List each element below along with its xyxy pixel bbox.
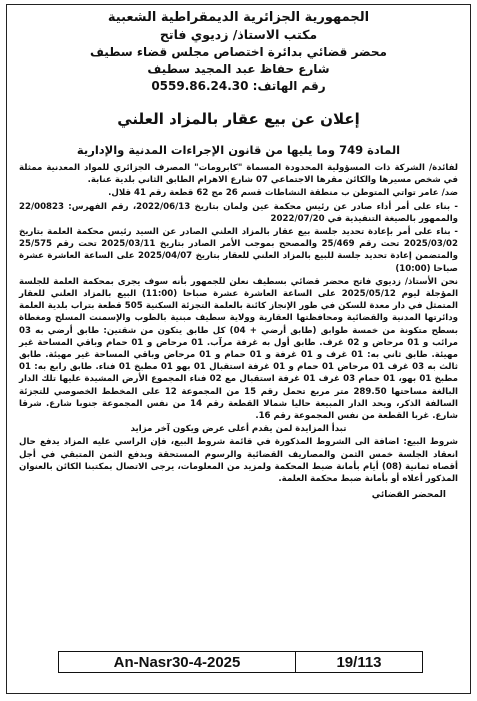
notice-frame: [6, 4, 471, 694]
office-address: شارع حفاظ عبد المجيد سطيف: [147, 62, 330, 76]
signature: المحضر القضائي: [371, 490, 446, 501]
phone-line: [7, 78, 470, 95]
paragraph-payment-order: - بناء على أمر أداء صادر عن رئيس محكمة عين ولمان بتاريخ 2022/06/13، رقم الفهرس: 22/00823 والممهور بالصيغة التنفيذية في 2022/07/20: [19, 201, 458, 224]
legal-article: المادة 749 وما يليها من قانون الإجراءات المدنية والإدارية: [76, 143, 401, 157]
letterhead: [7, 5, 470, 95]
publication-footer: [58, 651, 423, 673]
notice-body: [7, 158, 470, 501]
auction-note: تبدأ المزايدة لمن يقدم أعلى عرض ويكون آخر مزايد: [130, 424, 347, 435]
paragraph-conditions: شروط البيع: اضافة الى الشروط المذكورة في قائمة شروط البيع، فإن الراسي عليه المزاد يدفع حال انعقاد الجلسة خمس الثمن والمصاريف القضائية والرسوم المستحقة ويدفع الثمن المتبقي في أجل أقصاه ثمانية (08) أيام بأمانة ضبط المحكمة ولمزيد من المعلومات، يرجى الاتصال بمكتبنا الكائن بالعنوان المذكور أعلاه أو بأمانة ضبط محكمة العلمة.: [19, 437, 458, 485]
office-name: مكتب الاستاذ/ زديوي فاتح: [159, 27, 318, 42]
notice-title: إعلان عن بيع عقار بالمزاد العلني: [117, 110, 360, 128]
bailiff-title: محضر قضائي بدائرة اختصاص مجلس قضاء سطيف: [90, 45, 387, 59]
page-number: 19/113: [336, 653, 382, 671]
country-name: الجمهورية الجزائرية الديمقراطية الشعبية: [107, 10, 370, 25]
paragraph-property: نحن الأستاذ/ زديوي فاتح محضر قضائي بسطيف نعلن للجمهور بأنه سوف يجرى بمحكمة العلمة للجلسة المؤجلة ليوم 2025/05/12 على الساعة العاشرة عشرة صباحا (11:00) البيع بالمزاد العلني للعقار المتمثل في دار معدة للسكن في طور الإنجاز كائنة بالعلمة التجزئة السكنية 505 قطعة بتراب بلدية العلمة ودائرتها المدنية والقضائية ومحافظتها العقارية وولاية سطيف مبنية بالطوب والإسمنت المسلح ومغطاة بسطح متكونة من خمسة طوابق (طابق أرضي + 04) كل طابق يتكون من شقتين: طابق أرضي به 03 مرائب و 01 مرحاض و 02 غرف. طابق أول به غرفة مرآب. 01 مرحاض و 01 حمام وباقي المساحة غير مهيئة. طابق ثاني به: 01 غرف و 01 غرفة و 01 حمام و 01 مرحاض وباقي المساحة غير مهيئة. طابق ثالث به 03 غرف 01 مرحاض 01 حمام و 01 غرفة استقبال 01 بهو 01 مطبخ 01 فناء. طابق رابع به: 01 مطبخ 01 بهو، 01 حمام 03 غرف 01 غرفة استقبال مع 02 فناء المجموع الأرض المشيدة عليها تلك الدار البالغة مساحتها 289.50 متر مربع تحمل رقم 15 من المجموعة 12 على المخطط الخصوصي للتجزئة السالفة الذكر، ويحد الدار المبيعة حاليا شمالا القطعة رقم 14 من نفس المجموعة جنوبا شارع. شرقا شارع. غربا القطعة من نفس المجموعة رقم 16.: [19, 276, 459, 422]
paragraph-debtor: ضد/ عامر تواتي المتوطن ب منطقة النشاطات قسم 26 مج 62 قطعة رقم 41 قلال.: [108, 188, 458, 199]
paragraph-beneficiary: لفائدة/ الشركة ذات المسؤولية المحدودة المسماة "كابرومات" المصرف الجزائري للمواد المعدنية ممثلة في شخص مسيرها والكائن مقرها الاجتماعي 07 شارع الاهرام الطابق الثاني بلدية عنابة.: [19, 163, 458, 186]
publication-date: An-Nasr30-4-2025: [59, 652, 296, 672]
phone-label: رقم الهاتف:: [252, 79, 326, 93]
paragraph-court-order: - بناء على أمر بإعادة تحديد جلسة بيع عقار بالمزاد العلني الصادر عن السيد رئيس محكمة العلمة بتاريخ 2025/03/02 تحت رقم 25/469 والمصحح بموجب الأمر الصادر بتاريخ 2025/03/11 تحت رقم 25/575 والمتضمن إعادة تحديد جلسة للبيع بالمزاد العلني للعقار بتاريخ 2025/04/07 على الساعة العاشرة عشرة صباحا (10:00): [19, 227, 459, 274]
phone-number: 0559.86.24.30: [151, 79, 249, 93]
